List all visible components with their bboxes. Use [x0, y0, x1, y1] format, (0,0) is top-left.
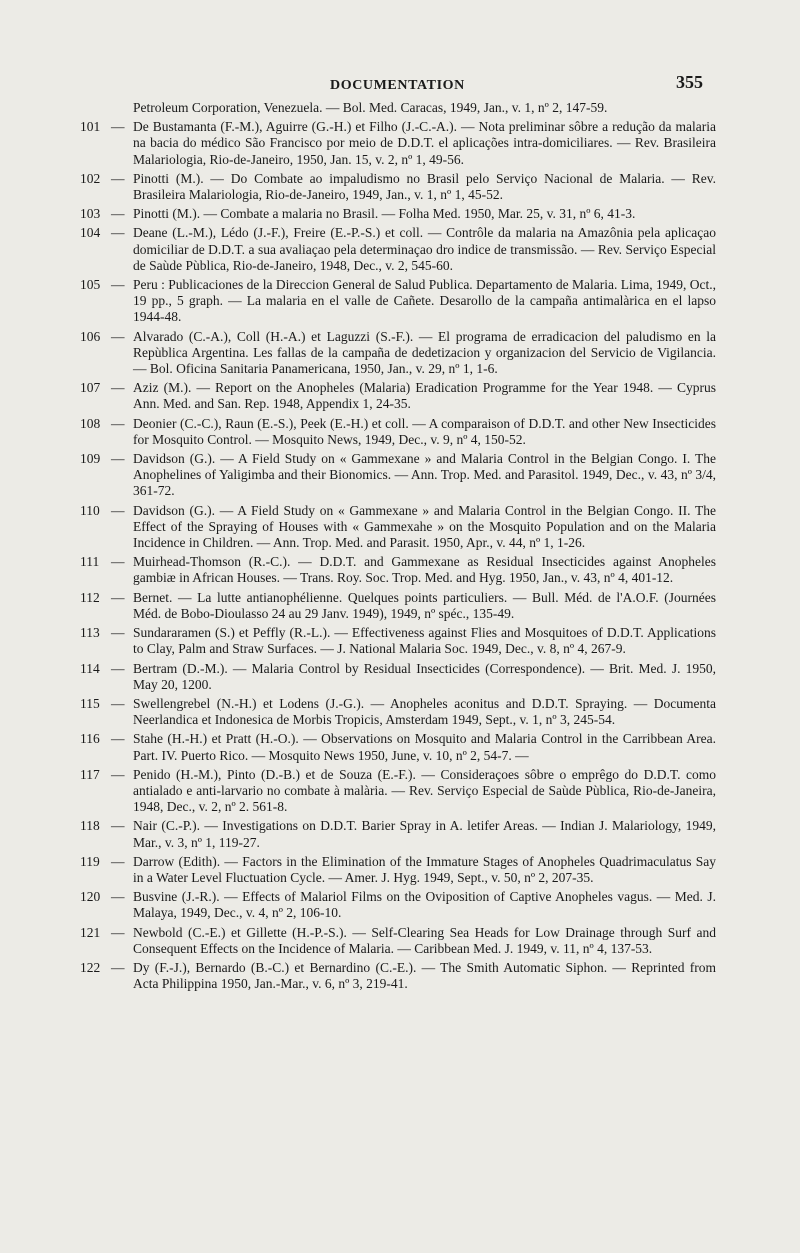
entry-number: 102	[80, 170, 101, 186]
entry-dash: —	[111, 889, 125, 905]
entry-dash: —	[111, 119, 125, 135]
entry-number: 119	[80, 853, 100, 869]
entry-number: 122	[80, 959, 101, 975]
entry-text: Pinotti (M.). — Combate a malaria no Brasil. — Folha Med. 1950, Mar. 25, v. 31, nº 6, 41-3.	[133, 206, 636, 222]
bibliography-entry	[80, 119, 716, 168]
entry-dash: —	[111, 818, 125, 834]
entry-number: 120	[80, 889, 101, 905]
continued-entry: Petroleum Corporation, Venezuela. — Bol. Med. Caracas, 1949, Jan., v. 1, nº 2, 147-59.	[133, 100, 608, 115]
bibliography-entry	[80, 554, 716, 586]
entry-dash: —	[111, 502, 125, 518]
entry-number: 108	[80, 415, 101, 431]
page-header	[0, 70, 800, 100]
entry-text: Alvarado (C.-A.), Coll (H.-A.) et Laguzzi (S.-F.). — El programa de erradicacion del paludismo en la Repùblica Argentina. Les fallas de la campaña de dedetizacion y organizacion del Servicio de Vigilancia. — Bol. Oficina Sanitaria Panamericana, 1950, Jan., v. 29, nº 1, 1-6.	[133, 328, 716, 377]
entry-number: 109	[80, 451, 101, 467]
entry-text: Stahe (H.-H.) et Pratt (H.-O.). — Observations on Mosquito and Malaria Control in the Carribbean Area. Part. IV. Puerto Rico. — Mosquito News 1950, June, v. 10, nº 2, 54-7. —	[133, 731, 716, 763]
bibliography-entry	[80, 731, 716, 763]
bibliography-entry	[80, 625, 716, 657]
bibliography-entry	[80, 960, 716, 992]
entry-text: Newbold (C.-E.) et Gillette (H.-P.-S.). — Self-Clearing Sea Heads for Low Drainage through Surf and Consequent Effects on the Incidence of Malaria. — Caribbean Med. J. 1949, v. 11, nº 4, 137-53.	[133, 924, 716, 956]
entry-text: Nair (C.-P.). — Investigations on D.D.T. Barier Spray in A. letifer Areas. — Indian J. Malariology, 1949, Mar., v. 3, nº 1, 119-27.	[133, 818, 716, 850]
entry-number: 116	[80, 731, 100, 747]
entry-text: Deonier (C.-C.), Raun (E.-S.), Peek (E.-H.) et coll. — A comparaison of D.D.T. and other New Insecticides for Mosquito Control. — Mosquito News, 1949, Dec., v. 9, nº 4, 150-52.	[133, 415, 716, 447]
bibliography-entry	[80, 818, 716, 850]
entry-number: 114	[80, 660, 100, 676]
bibliography-entry	[80, 380, 716, 412]
entry-text: Darrow (Edith). — Factors in the Elimination of the Immature Stages of Anopheles Quadrimaculatus Say in a Water Level Fluctuation Cycle. — Amer. J. Hyg. 1949, Sept., v. 50, nº 2, 207-35.	[133, 853, 716, 885]
entry-dash: —	[111, 451, 125, 467]
entry-dash: —	[111, 924, 125, 940]
entry-number: 121	[80, 924, 101, 940]
entry-text: Deane (L.-M.), Lédo (J.-F.), Freire (E.-P.-S.) et coll. — Contrôle da malaria na Amazônia pela aplicaçao domiciliar de D.D.T. a sua avaliaçao pela determinaçao dro indice de transmissão. — Rev. Serviço Especial de Saùde Pùblica, Rio-de-Janeiro, 1948, Dec., v. 2, 545-60.	[133, 225, 716, 273]
entry-number: 106	[80, 328, 101, 344]
bibliography-entry	[80, 206, 716, 222]
entry-number: 111	[80, 554, 100, 570]
entry-dash: —	[111, 959, 125, 975]
entry-text: Dy (F.-J.), Bernardo (B.-C.) et Bernardino (C.-E.). — The Smith Automatic Siphon. — Reprinted from Acta Philippina 1950, Jan.-Mar., v. 6, nº 3, 219-41.	[133, 959, 716, 992]
bibliography-entry	[80, 889, 716, 921]
entry-text: Pinotti (M.). — Do Combate ao impaludismo no Brasil pelo Serviço Nacional de Malaria. — Rev. Brasileira Malariologia, Rio-de-Janeiro, 1949, Jan., v. 1, nº 1, 45-52.	[133, 170, 716, 203]
entry-dash: —	[111, 731, 125, 747]
bibliography-entry	[80, 171, 716, 203]
entry-text: Peru : Publicaciones de la Direccion General de Salud Publica. Departamento de Malaria. Lima, 1949, Oct., 19 pp., 5 graph. — La malaria en el valle de Cañete. Desarollo de la campaña antimalàrica en el lapso 1944-48.	[133, 277, 716, 325]
entry-dash: —	[111, 625, 125, 641]
entry-number: 104	[80, 225, 101, 241]
bibliography-entry	[80, 416, 716, 448]
bibliography-entry	[80, 661, 716, 693]
entry-list	[80, 119, 716, 992]
entry-text: Swellengrebel (N.-H.) et Lodens (J.-G.). — Anopheles aconitus and D.D.T. Spraying. — Documenta Neerlandica et Indonesica de Morbis Tropicis, Amsterdam 1949, Sept., v. 1, nº 3, 245-54.	[133, 695, 716, 728]
entry-number: 117	[80, 766, 100, 782]
entry-number: 112	[80, 589, 100, 605]
bibliography-entry	[80, 696, 716, 728]
bibliography-entry	[80, 277, 716, 326]
bibliography-entry	[80, 451, 716, 500]
entry-text: Bernet. — La lutte antianophélienne. Quelques points particuliers. — Bull. Méd. de l'A.O.F. (Journées Méd. de Bobo-Dioulasso 24 au 29 Janv. 1949), 1949, nº spéc., 135-49.	[133, 589, 716, 621]
entry-number: 113	[80, 625, 100, 641]
entry-text: Davidson (G.). — A Field Study on « Gammexane » and Malaria Control in the Belgian Congo. I. The Anophelines of Yaligimba and their Bionomics. — Ann. Trop. Med. and Parasitol. 1949, Dec., v. 43, nº 3/4, 361-72.	[133, 451, 716, 499]
entry-dash: —	[111, 380, 125, 396]
entry-number: 107	[80, 380, 101, 396]
entry-number: 115	[80, 695, 100, 711]
bibliography-entry	[80, 854, 716, 886]
entry-text: Busvine (J.-R.). — Effects of Malariol Films on the Oviposition of Captive Anopheles vagus. — Med. J. Malaya, 1949, Dec., v. 4, nº 2, 106-10.	[133, 889, 716, 921]
entry-text: Aziz (M.). — Report on the Anopheles (Malaria) Eradication Programme for the Year 1948. — Cyprus Ann. Med. and San. Rep. 1948, Appendix 1, 24-35.	[133, 380, 716, 412]
bibliography-list	[80, 100, 716, 992]
bibliography-entry	[80, 590, 716, 622]
bibliography-entry	[80, 925, 716, 957]
entry-dash: —	[111, 554, 125, 570]
entry-text: De Bustamanta (F.-M.), Aguirre (G.-H.) et Filho (J.-C.-A.). — Nota preliminar sôbre a redução da malaria na bacia do médico São Francisco por meio de D.D.T. el aplicações intra-domiciliares. — Rev. Brasileira Malariologia, Rio-de-Janeiro, 1950, Jan. 15, v. 2, nº 1, 49-56.	[133, 119, 716, 167]
entry-number: 110	[80, 502, 100, 518]
entry-text: Penido (H.-M.), Pinto (D.-B.) et de Souza (E.-F.). — Consideraçoes sôbre o emprêgo do D.D.T. como antialado e anti-larvario no combate à malària. — Rev. Serviço Especial de Saùde Pùblica, Rio-de-Janeira, 1948, Dec., v. 2, nº 2. 561-8.	[133, 766, 716, 815]
entry-text: Sundararamen (S.) et Peffly (R.-L.). — Effectiveness against Flies and Mosquitoes of D.D.T. Applications to Clay, Palm and Straw Surfaces. — J. National Malaria Soc. 1949, Dec., v. 8, nº 4, 267-9.	[133, 625, 716, 657]
bibliography-entry	[80, 503, 716, 552]
running-title: DOCUMENTATION	[330, 78, 465, 93]
bibliography-entry	[80, 225, 716, 274]
entry-dash: —	[111, 853, 125, 869]
entry-dash: —	[111, 660, 125, 676]
entry-number: 101	[80, 119, 101, 135]
entry-number: 105	[80, 277, 101, 293]
entry-dash: —	[111, 277, 125, 293]
bibliography-entry	[80, 329, 716, 378]
entry-dash: —	[111, 225, 125, 241]
entry-dash: —	[111, 206, 125, 222]
bibliography-entry	[80, 767, 716, 816]
entry-dash: —	[111, 695, 125, 711]
entry-dash: —	[111, 328, 125, 344]
entry-dash: —	[111, 170, 125, 186]
entry-dash: —	[111, 415, 125, 431]
entry-dash: —	[111, 766, 125, 782]
entry-number: 103	[80, 206, 101, 222]
entry-text: Muirhead-Thomson (R.-C.). — D.D.T. and Gammexane as Residual Insecticides against Anopheles gambiæ in African Houses. — Trans. Roy. Soc. Trop. Med. and Hyg. 1950, Jan., v. 43, nº 4, 401-12.	[133, 554, 716, 586]
page-number: 355	[676, 72, 703, 92]
entry-text: Bertram (D.-M.). — Malaria Control by Residual Insecticides (Correspondence). — Brit. Med. J. 1950, May 20, 1200.	[133, 660, 716, 692]
entry-dash: —	[111, 589, 125, 605]
entry-number: 118	[80, 818, 100, 834]
entry-text: Davidson (G.). — A Field Study on « Gammexane » and Malaria Control in the Belgian Congo. II. The Effect of the Spraying of Houses with « Gammexahe » on the Mosquito Population and on the Malaria Incidence in Children. — Ann. Trop. Med. and Parasit. 1950, Apr., v. 44, nº 1, 1-26.	[133, 502, 716, 551]
